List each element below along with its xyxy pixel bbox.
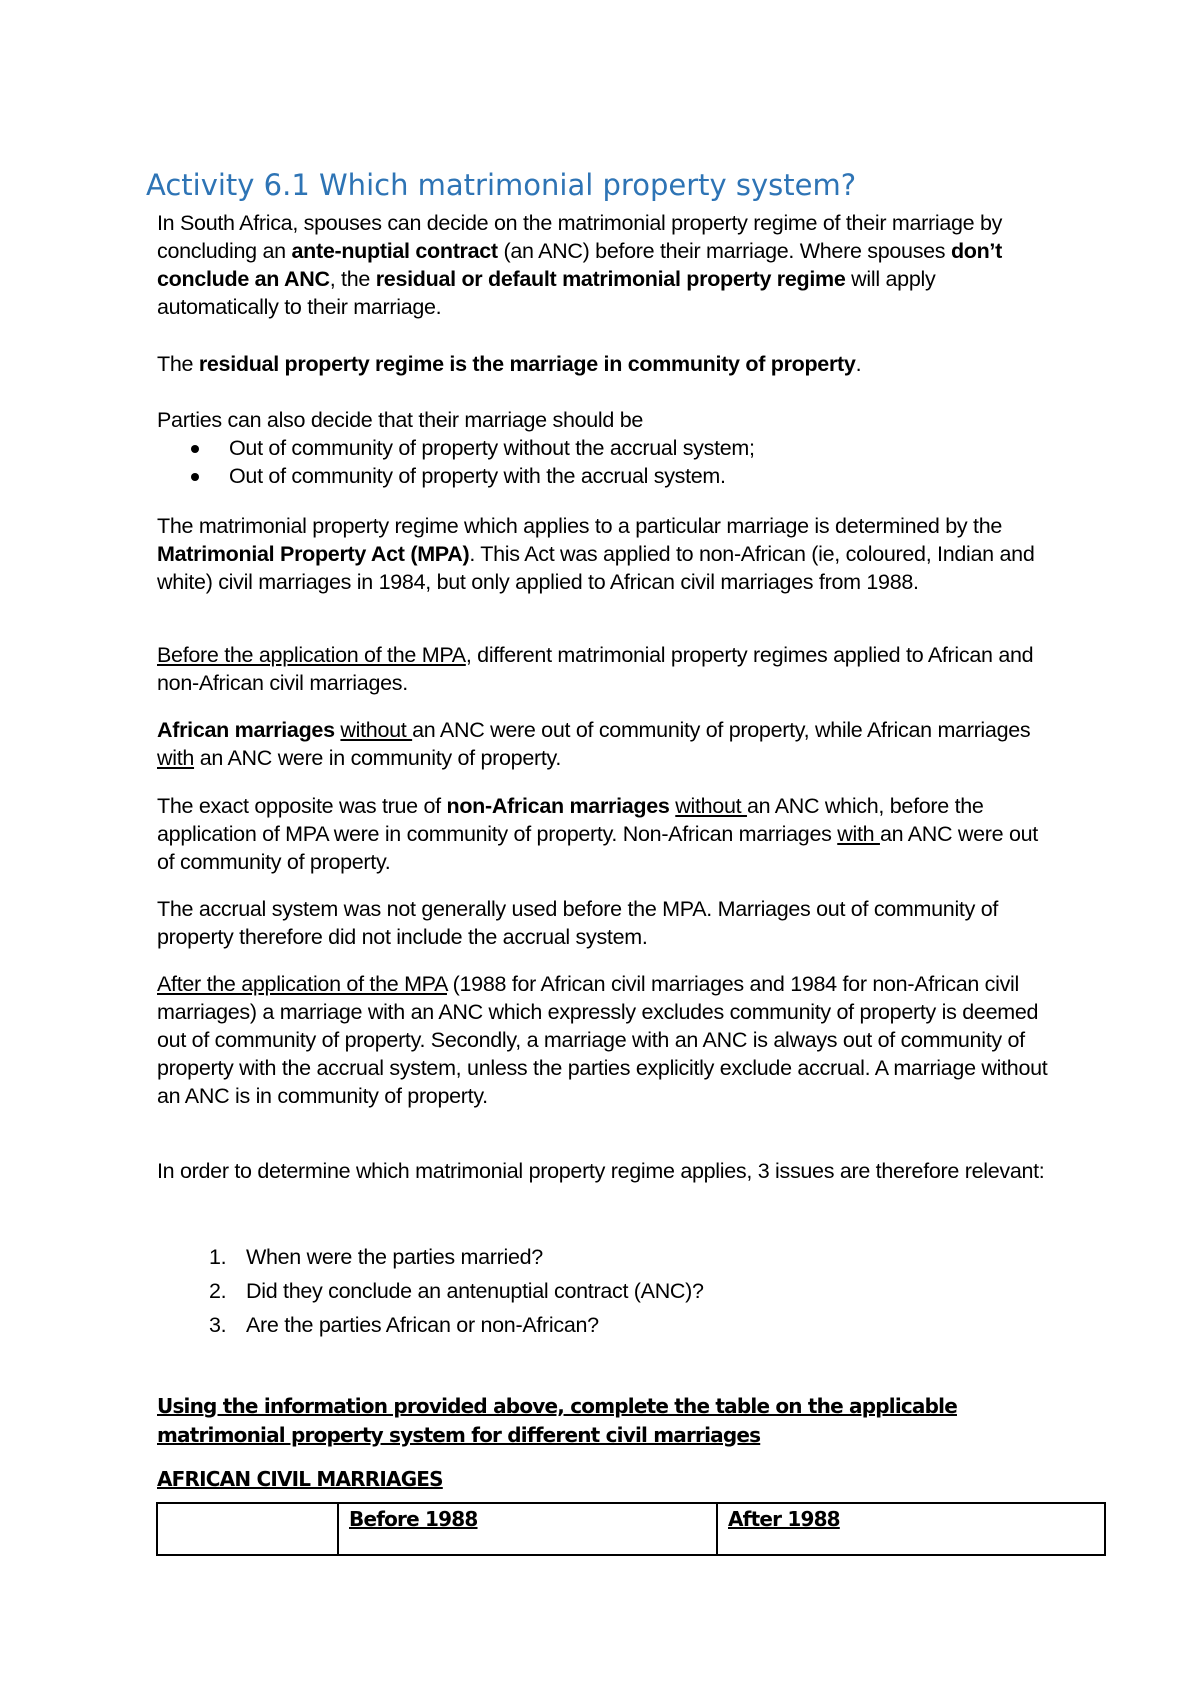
table-header-cell-empty[interactable]: [157, 1503, 338, 1555]
bold-text: African marriages: [157, 718, 335, 742]
bullet-item: [157, 434, 1057, 462]
underlined-text: without: [675, 794, 747, 818]
issue-item: [157, 1277, 1057, 1311]
bullet-text: Out of community of property with the accrual system.: [229, 464, 726, 488]
text-run: The exact opposite was true of: [157, 794, 447, 818]
bullet-icon: [191, 445, 199, 453]
bullet-item: [157, 462, 1057, 490]
text-run: The matrimonial property regime which applies to a particular marriage is determined by the: [157, 514, 1003, 538]
page-title: Activity 6.1 Which matrimonial property system?: [146, 168, 857, 202]
bold-text: residual property regime is the marriage in community of property: [198, 352, 856, 376]
underlined-text: without: [340, 718, 413, 742]
text-run: , different matrimonial property regimes applied to African and non-African civil marriages.: [157, 643, 1034, 695]
list-number: 1.: [209, 1245, 227, 1269]
issue-text: When were the parties married?: [246, 1245, 543, 1269]
table-header-row: [157, 1503, 1105, 1555]
text-run: .: [855, 352, 862, 376]
table-header-cell-after-1988[interactable]: [717, 1503, 1105, 1555]
bold-text: don’t conclude an ANC: [157, 239, 1002, 291]
text-run: In South Africa, spouses can decide on the matrimonial property regime of their marriage by concluding an: [157, 211, 1003, 263]
paragraph-accrual-system: The accrual system was not generally used before the MPA. Marriages out of community of property therefore did not include the accrual system.: [157, 897, 999, 949]
underlined-text: After the application of the MPA: [157, 972, 447, 996]
bold-text: non-African marriages: [446, 794, 670, 818]
issue-item: [157, 1243, 1057, 1277]
text-run: (1988 for African civil marriages and 1984 for non-African civil marriages) a marriage with an ANC which expressly excludes community of property is deemed out of community of property. Secondly, a marriage with an ANC is always out of community of property with the accrual system, unless the parties explicitly exclude accrual. A marriage without an ANC is in community of property.: [157, 972, 1048, 1108]
header-label: Before 1988: [349, 1507, 478, 1531]
text-run: an ANC which, before the application of MPA were in community of property. Non-African marriages: [157, 794, 984, 846]
text-run: will apply automatically to their marriage.: [157, 267, 936, 319]
bold-text: ante-nuptial contract: [291, 239, 498, 263]
section-heading: AFRICAN CIVIL MARRIAGES: [157, 1467, 443, 1491]
paragraph-non-african-marriages: [157, 792, 1057, 876]
text-run: . This Act was applied to non-African (ie, coloured, Indian and white) civil marriages in 1984, but only applied to African civil marriages from 1988.: [157, 542, 1035, 594]
paragraph-residual-regime: [157, 350, 1057, 378]
paragraph-mpa: [157, 512, 1057, 596]
bullet-list: [157, 434, 1057, 490]
african-civil-marriages-table: [156, 1502, 1106, 1556]
underlined-text: Before the application of the MPA: [157, 643, 466, 667]
issue-text: Did they conclude an antenuptial contract (ANC)?: [246, 1279, 704, 1303]
paragraph-three-issues: In order to determine which matrimonial property regime applies, 3 issues are therefore relevant:: [157, 1159, 1045, 1183]
bullet-icon: [191, 473, 199, 481]
header-label: After 1988: [728, 1507, 840, 1531]
text-run: , the: [329, 267, 376, 291]
paragraph-anc-intro: [157, 209, 1057, 321]
text-run: an ANC were in community of property.: [194, 746, 562, 770]
paragraph-african-marriages: [157, 716, 1057, 772]
issues-list: [157, 1243, 1057, 1345]
bold-text: Matrimonial Property Act (MPA): [157, 542, 470, 566]
text-run: an ANC were out of community of property, while African marriages: [412, 718, 1031, 742]
text-run: The: [157, 352, 199, 376]
bullet-text: Out of community of property without the accrual system;: [229, 436, 755, 460]
list-number: 2.: [209, 1279, 227, 1303]
paragraph-after-mpa: [157, 970, 1057, 1110]
text-run: (an ANC) before their marriage. Where spouses: [497, 239, 951, 263]
text-run: an ANC were out of community of property.: [157, 822, 1038, 874]
bold-text: residual or default matrimonial property regime: [375, 267, 846, 291]
issue-text: Are the parties African or non-African?: [246, 1313, 599, 1337]
underlined-text: with: [837, 822, 880, 846]
list-number: 3.: [209, 1313, 227, 1337]
paragraph-before-mpa: [157, 641, 1057, 697]
paragraph-parties-decide: Parties can also decide that their marriage should be: [157, 408, 644, 432]
issue-item: [157, 1311, 1057, 1345]
table-header-cell-before-1988[interactable]: [338, 1503, 717, 1555]
underlined-text: with: [157, 746, 195, 770]
instruction-text: Using the information provided above, complete the table on the applicable matrimonial property system for different civil marriages: [157, 1394, 957, 1447]
